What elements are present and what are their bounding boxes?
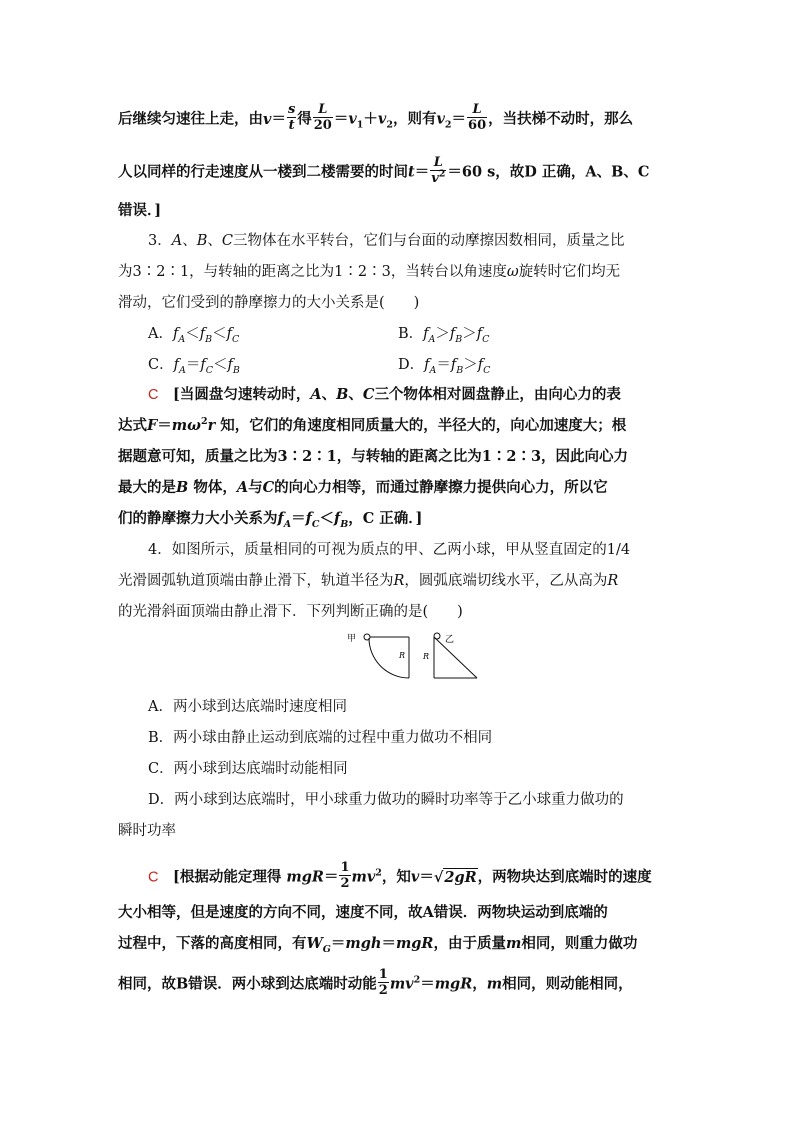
label-yi: 乙 — [445, 635, 455, 645]
label-jia: 甲 — [347, 634, 357, 644]
q4-option-d-line-2: 瞬时功率 — [118, 823, 176, 839]
prev-answer-line-1: 后继续匀速往上走，由v＝ $\frac{s}{t}$ 得 $\frac{L}{20}$ $=v_1+v_2$，则有$v_2=$ $\frac{L}{60}$ ，当扶梯不动时，那么 — [118, 102, 634, 133]
q4-explanation-line-2: 大小相等，但是速度的方向不同，速度不同，故A错误．两物块运动到底端的 — [118, 904, 608, 921]
q4-stem-line-2: 光滑圆弧轨道顶端由静止滑下，轨道半径为R，圆弧底端切线水平，乙从高为R — [118, 573, 619, 589]
q4-option-a: A．两小球到达底端时速度相同 — [148, 699, 347, 715]
q4-figure — [345, 632, 485, 682]
fraction: $\frac{1}{2}$ — [378, 967, 388, 998]
fraction: $\frac{1}{2}$ — [340, 860, 350, 891]
label-r-arc: R — [399, 651, 406, 660]
fraction: $\frac{s}{t}$ — [287, 102, 296, 133]
q4-option-b: B．两小球由静止运动到底端的过程中重力做功不相同 — [148, 730, 493, 746]
answer-letter: C — [148, 387, 159, 403]
q4-explanation-line-1: C [根据动能定理得 mgR＝ $\frac{1}{2}$ $mv^2$，知v＝√2gR，两物块达到底端时的速度 — [148, 860, 652, 891]
q3-option-a: A．$f_A<f_B<f_C$ — [148, 326, 240, 345]
q4-explanation-line-4: 相同，故B错误．两小球到达底端时动能 $\frac{1}{2}$ $mv^2=mgR$，m相同，则动能相同， — [118, 967, 633, 998]
q3-stem-line-3: 滑动，它们受到的静摩擦力的大小关系是( ) — [118, 295, 420, 311]
q4-option-c: C．两小球到达底端时动能相同 — [148, 761, 348, 777]
incline-slope — [434, 637, 477, 678]
fraction: $\frac{L}{v^2}$ — [431, 155, 446, 186]
q3-stem-line-1: 3．A、B、C三物体在水平转台，它们与台面的动摩擦因数相同，质量之比 — [148, 233, 625, 249]
q3-explanation-line-4: 最大的是B 物体，A与C的向心力相等，而通过静摩擦力提供向心力，所以它 — [118, 479, 608, 496]
q3-explanation-line-5: 们的静摩擦力大小关系为$f_A=f_C<f_B$，C 正确．] — [118, 510, 423, 530]
q4-stem-line-1: 4．如图所示，质量相同的可视为质点的甲、乙两小球，甲从竖直固定的1/4 — [148, 542, 631, 558]
fraction: $\frac{L}{20}$ — [313, 102, 332, 133]
q4-explanation-line-3: 过程中，下落的高度相同，有$W_G=mgh=mgR$，由于质量m相同，则重力做功 — [118, 935, 638, 955]
q3-explanation-line-3: 据题意可知，质量之比为3∶2∶1，与转轴的距离之比为1∶2∶3，因此向心力 — [118, 448, 629, 465]
q4-stem-line-3: 的光滑斜面顶端由静止滑下．下列判断正确的是( ) — [118, 604, 463, 620]
answer-letter: C — [148, 869, 159, 886]
q3-stem-line-2: 为3∶2∶1，与转轴的距离之比为1∶2∶3，当转台以角速度ω旋转时它们均无 — [118, 264, 621, 280]
sqrt-expression: √2gR — [433, 868, 477, 886]
q3-option-d: D．$f_A=f_B>f_C$ — [398, 357, 491, 376]
ball-yi — [434, 633, 440, 639]
fraction: $\frac{L}{60}$ — [468, 102, 487, 133]
prev-answer-line-2: 人以同样的行走速度从一楼到二楼需要的时间t＝ $\frac{L}{v^2}$ ＝60 s，故D 正确，A、B、C — [118, 155, 650, 186]
q3-explanation-line-2: 达式$F=m\omega^2r$ 知，它们的角速度相同质量大的，半径大的，向心加速度大；根 — [118, 416, 627, 434]
q3-option-c: C．$f_A=f_C<f_B$ — [148, 357, 240, 376]
q3-explanation-line-1: C [当圆盘匀速转动时，A、B、C三个物体相对圆盘静止，由向心力的表 — [148, 386, 621, 403]
q3-option-b: B．$f_A>f_B>f_C$ — [398, 326, 490, 345]
label-r-incline: R — [423, 652, 430, 661]
q4-option-d-line-1: D．两小球到达底端时，甲小球重力做功的瞬时功率等于乙小球重力做功的 — [148, 792, 624, 808]
prev-answer-line-3: 错误．] — [118, 202, 162, 219]
